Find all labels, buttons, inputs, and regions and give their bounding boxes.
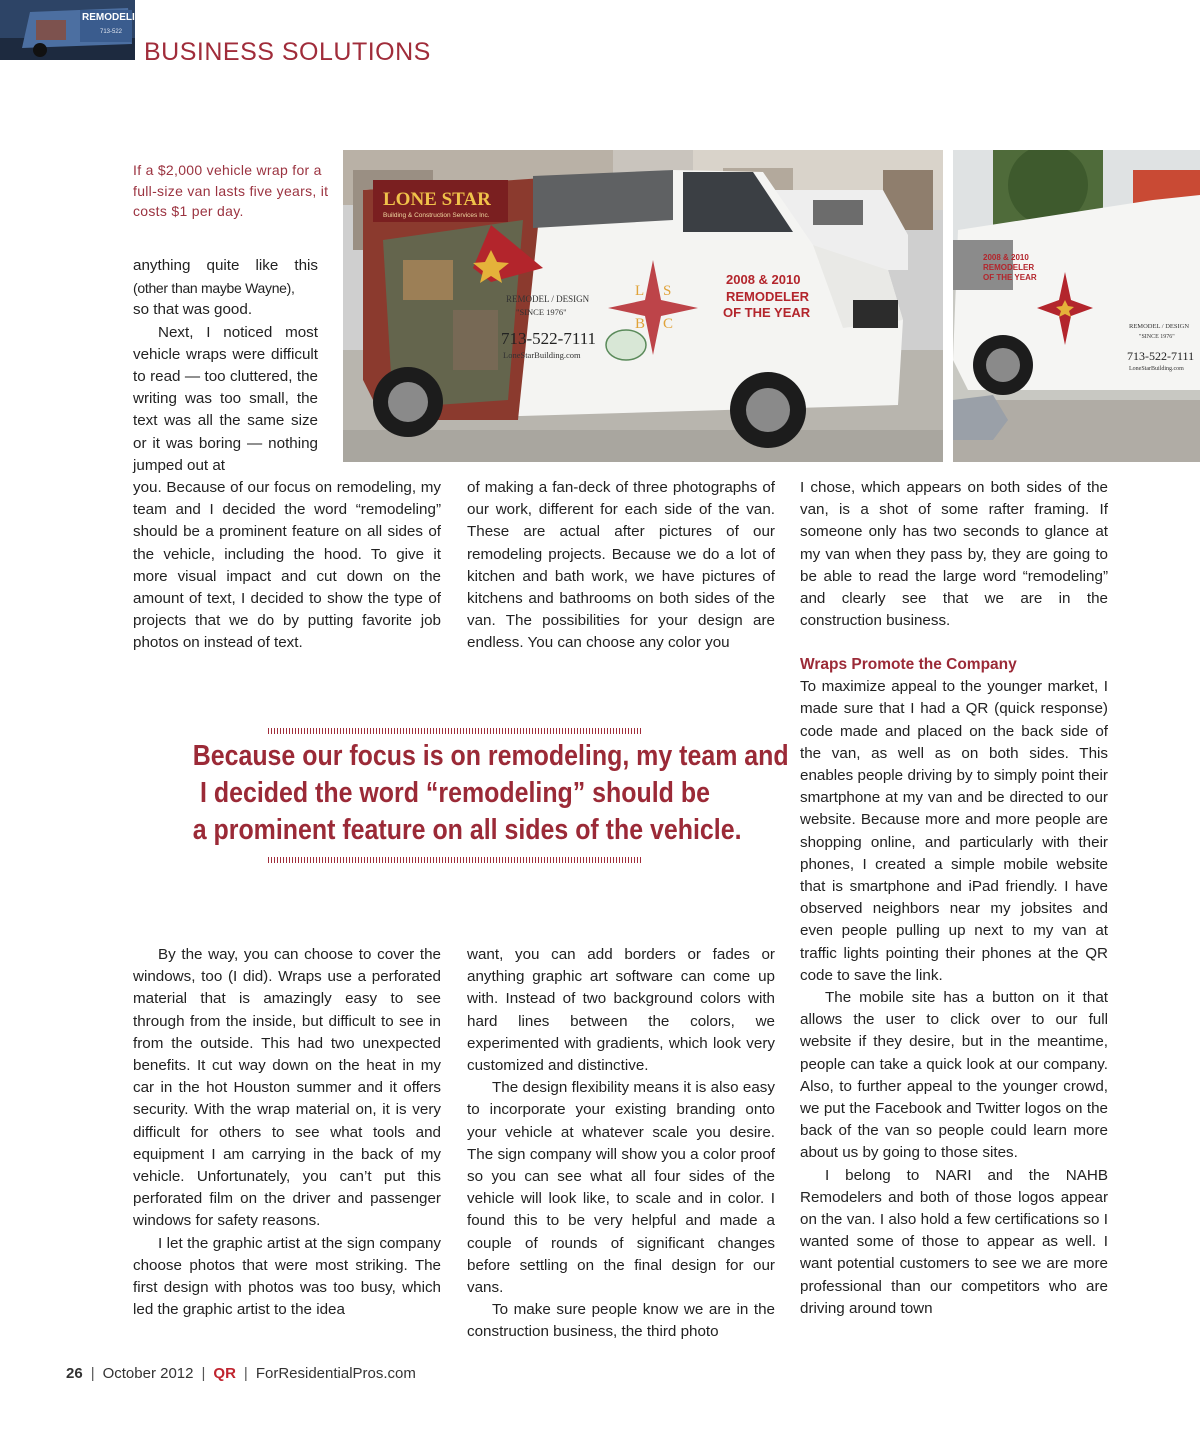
van-brand-text: LONE STAR (383, 189, 491, 210)
van-website-text: LoneStarBuilding.com (503, 350, 581, 360)
section-thumbnail-photo (0, 0, 135, 60)
svg-text:S: S (663, 283, 672, 299)
van-award-line2: OF THE YEAR (723, 305, 811, 320)
footer-separator: | (201, 1365, 206, 1382)
main-van-photo (343, 150, 943, 462)
pull-quote (192, 738, 789, 849)
page-footer (66, 1365, 416, 1382)
section-title: BUSINESS SOLUTIONS (144, 38, 431, 66)
body-paragraph: The design flexibility means it is also easy to incorporate your existing branding onto your vehicle at whatever scale you desire. The sign company will show you a color proof so you can see what all four sides of the vehicle will look like, to scale and in color. I found this to be very helpful and made a couple of rounds of significant changes before settling on the final design for our vans. (467, 1079, 775, 1297)
text-line: anything quite like this (133, 257, 318, 274)
text-line: (other than maybe Wayne), (133, 280, 295, 297)
svg-text:2008 & 2010: 2008 & 2010 (983, 253, 1029, 262)
body-paragraph: By the way, you can choose to cover the windows, too (I did). Wraps use a perforated material that is amazingly easy to see through from the inside, but difficult to see in from the outside. This had two unexpected benefits. It cut way down on the heat in my car in the hot Houston summer and it offers security. With the wrap material on, it is very difficult for others to see what tools and equipment I am carrying in the back of my vehicle. Unfortunately, you can’t put this perforated film on the driver and passenger windows for safety reasons. (133, 946, 441, 1230)
body-paragraph: of making a fan-deck of three photographs of our work, different for each side of the van. These are actual after pictures of our remodeling projects. Because we do a lot of kitchen and bath work, we have pictures of kitchens and bathrooms on both sides of the van. The possibilities for your design are endless. You can choose any color you (467, 479, 775, 652)
van-award-line1: REMODELER (726, 289, 810, 304)
svg-text:713-522-7111: 713-522-7111 (1127, 349, 1195, 363)
body-paragraph: you. Because of our focus on remodeling, my team and I decided the word “remodeling” should be a prominent feature on all sides of the vehicle, including the hood. To give it more visual impact and cut down on the amount of text, I decided to show the type of projects that we do by putting favorite job photos on instead of text. (133, 479, 441, 652)
body-paragraph: I let the graphic artist at the sign company choose photos that were most striking. The first design with photos was too busy, which led the graphic artist to the idea (133, 1234, 441, 1319)
body-paragraph: I chose, which appears on both sides of the van, is a shot of some rafter framing. If someone only has two seconds to glance at my van when they pass by, they are going to be able to read the large word “remodeling” and clearly see that we are in the construction business. (800, 479, 1108, 630)
column2-top (467, 477, 775, 655)
column3-section (800, 654, 1108, 1320)
website-link[interactable]: ForResidentialPros.com (255, 1365, 416, 1382)
van-award-years: 2008 & 2010 (726, 272, 801, 287)
pull-quote-line: Because our focus is on remodeling, my team and (192, 740, 789, 772)
body-paragraph: want, you can add borders or fades or anything graphic art software can come up with. Instead of two background colors with hard lines between the colors, we experimented with gradients, which look very customized and distinctive. (467, 946, 775, 1075)
footer-separator: | (243, 1365, 248, 1382)
svg-text:LoneStarBuilding.com: LoneStarBuilding.com (1129, 366, 1184, 372)
column3-top (800, 477, 1108, 632)
svg-text:OF THE YEAR: OF THE YEAR (983, 273, 1037, 282)
photo-caption: If a $2,000 vehicle wrap for a full-size van lasts five years, it costs $1 per day. (133, 162, 329, 219)
pull-quote-line: I decided the word “remodeling” should be (200, 777, 710, 809)
van-phone-text: 713-522-7111 (501, 329, 597, 348)
column1-bottom (133, 944, 441, 1321)
magazine-brand: QR (213, 1365, 236, 1382)
column2-bottom (467, 944, 775, 1344)
svg-text:"SINCE 1976": "SINCE 1976" (1139, 334, 1175, 340)
issue-date: October 2012 (102, 1365, 194, 1382)
column1-top-narrow (133, 255, 318, 477)
body-paragraph: To maximize appeal to the younger market, I made sure that I had a QR (quick response) code made and placed on the back side of the van, as well as on both sides. This enables people driving by to simply point their smartphone at my van and be directed to our website. Because more and more people are shopping online, and particularly with their phones, I created a simple mobile website that is smartphone and iPad friendly. I have observed neighbors near my jobsites and even people pulling up next to my van at traffic lights pointing their phones at the QR code to save the link. (800, 678, 1108, 984)
svg-text:B: B (635, 316, 646, 332)
pull-quote-rule-top (268, 728, 642, 734)
svg-text:713-522: 713-522 (100, 29, 123, 35)
pull-quote-rule-bottom (268, 857, 642, 863)
column1-top-wide (133, 477, 441, 655)
van-remodel-design-text: REMODEL / DESIGN (506, 294, 590, 304)
svg-text:C: C (663, 316, 674, 332)
body-paragraph: Next, I noticed most vehicle wraps were difficult to read — too cluttered, the writing was too small, the text was all the same size or it was boring — nothing jumped out at (133, 323, 318, 474)
section-subhead: Wraps Promote the Company (800, 656, 1017, 673)
svg-text:REMODELER: REMODELER (983, 263, 1035, 272)
van-since-text: "SINCE 1976" (516, 307, 567, 317)
text-line: so that was good. (133, 301, 253, 319)
side-van-photo (953, 150, 1200, 462)
svg-text:REMODELI: REMODELI (82, 12, 135, 23)
svg-text:REMODEL / DESIGN: REMODEL / DESIGN (1129, 323, 1190, 330)
body-paragraph: I belong to NARI and the NAHB Remodelers and both of those logos appear on the van. I also hold a few certifications so I wanted some of those to appear as well. I want potential customers to see we are more professional than our competitors who are driving around town (800, 1166, 1108, 1317)
footer-separator: | (90, 1365, 95, 1382)
body-paragraph: To make sure people know we are in the construction business, the third photo (467, 1301, 775, 1341)
page-number: 26 (66, 1365, 83, 1382)
svg-text:L: L (635, 283, 645, 299)
van-brand-subtext: Building & Construction Services Inc. (383, 212, 490, 219)
van-thumbnail-image (0, 0, 135, 60)
pull-quote-line: a prominent feature on all sides of the vehicle. (192, 814, 742, 846)
body-paragraph: The mobile site has a button on it that allows the user to click over to our full website if they desire, but in the meantime, people can take a quick look at our company. Also, to further appeal to the younger crowd, we put the Facebook and Twitter logos on the back of the van so people could learn more about us by going to those sites. (800, 989, 1108, 1162)
